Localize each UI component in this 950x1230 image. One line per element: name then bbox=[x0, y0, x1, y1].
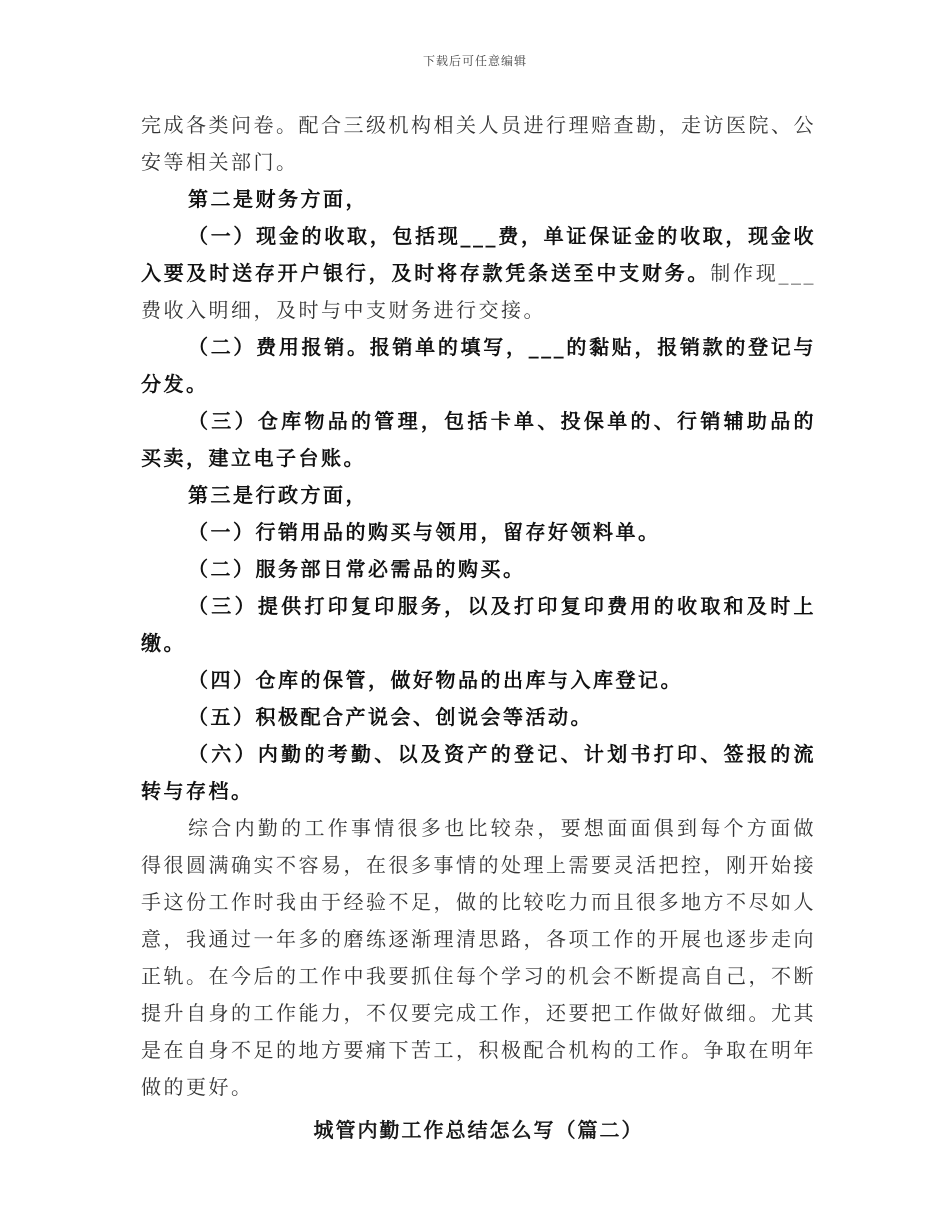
list-item-admin-5: （五）积极配合产说会、创说会等活动。 bbox=[188, 705, 593, 729]
paragraph-cash bbox=[141, 218, 816, 329]
page-header: 下载后可任意编辑 bbox=[422, 54, 527, 68]
list-item-admin-2: （二）服务部日常必需品的购买。 bbox=[188, 557, 526, 581]
paragraph-expense: （二）费用报销。报销单的填写，___的黏贴，报销款的登记与分发。 bbox=[141, 335, 816, 396]
list-item-admin-6: （六）内勤的考勤、以及资产的登记、计划书打印、签报的流转与存档。 bbox=[141, 742, 816, 803]
paragraph-cash-light: 制作现___费收入明细，及时与中支财务进行交接。 bbox=[141, 261, 817, 322]
list-item-admin-3: （三）提供打印复印服务，以及打印复印费用的收取和及时上缴。 bbox=[141, 594, 816, 655]
paragraph-cash-bold: （一）现金的收取，包括现___费，单证保证金的收取，现金收入要及时送存开户银行，及时将存款凭条送至中支财务。 bbox=[141, 224, 816, 285]
heading-finance: 第二是财务方面， bbox=[188, 187, 368, 211]
paragraph-continuation: 完成各类问卷。配合三级机构相关人员进行理赔查勘，走访医院、公安等相关部门。 bbox=[141, 113, 816, 174]
paragraph-summary: 综合内勤的工作事情很多也比较杂，要想面面俱到每个方面做得很圆满确实不容易，在很多事情的处理上需要灵活把控，刚开始接手这份工作时我由于经验不足，做的比较吃力而且很多地方不尽如人意，我通过一年多的磨练逐渐理清思路，各项工作的开展也逐步走向正轨。在今后的工作中我要抓住每个学习的机会不断提高自己，不断提升自身的工作能力，不仅要完成工作，还要把工作做好做细。尤其是在自身不足的地方要痛下苦工，积极配合机构的工作。争取在明年做的更好。 bbox=[141, 816, 816, 1099]
paragraph-warehouse: （三）仓库物品的管理，包括卡单、投保单的、行销辅助品的买卖，建立电子台账。 bbox=[141, 409, 816, 470]
heading-admin: 第三是行政方面， bbox=[188, 483, 368, 507]
document-body bbox=[141, 107, 816, 1149]
list-item-admin-1: （一）行销用品的购买与领用，留存好领料单。 bbox=[188, 520, 661, 544]
section-title: 城管内勤工作总结怎么写（篇二） bbox=[313, 1118, 644, 1142]
list-item-admin-4: （四）仓库的保管，做好物品的出库与入库登记。 bbox=[188, 668, 683, 692]
